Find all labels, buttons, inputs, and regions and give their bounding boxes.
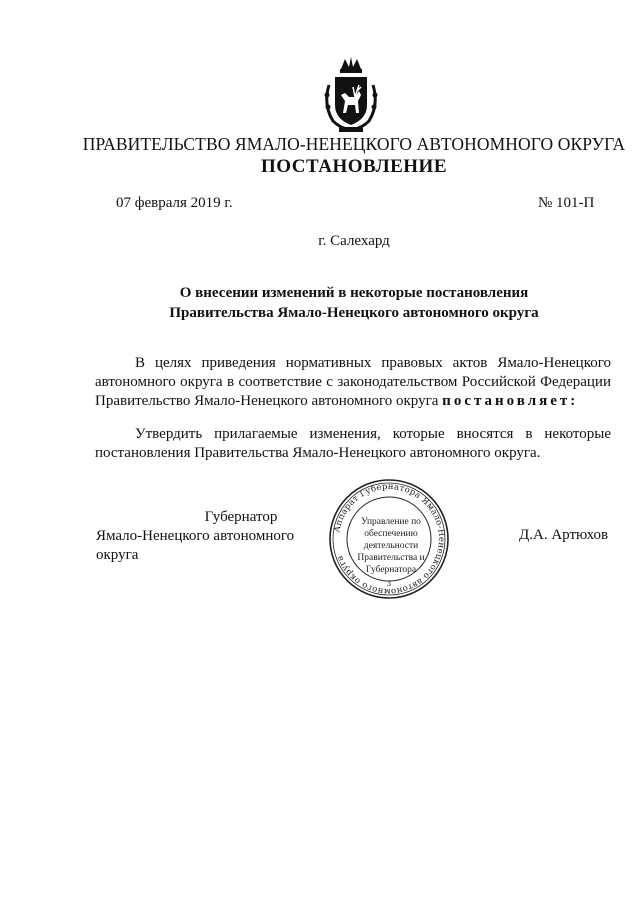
coat-of-arms-icon bbox=[321, 55, 381, 135]
paragraph-1-text: В целях приведения нормативных правовых актов Ямало-Ненецкого автономного округа в соответствие с законодательством Российской Федерации Правительство Ямало-Ненецкого автономного округа bbox=[95, 355, 611, 409]
role-line-2: Ямало-Ненецкого автономного округа bbox=[96, 528, 295, 563]
body-paragraph-1 bbox=[95, 354, 611, 411]
document-city: г. Салехард bbox=[318, 233, 390, 249]
body-paragraph-2 bbox=[95, 425, 611, 463]
decree-keyword: постановляет: bbox=[442, 393, 579, 409]
government-title: ПРАВИТЕЛЬСТВО ЯМАЛО-НЕНЕЦКОГО АВТОНОМНОГО ОКРУГА bbox=[82, 134, 626, 154]
subject-line-1: О внесении изменений в некоторые постановления bbox=[179, 285, 529, 301]
document-type: ПОСТАНОВЛЕНИЕ bbox=[260, 156, 448, 177]
signatory-role bbox=[96, 508, 336, 565]
paragraph-2-text: Утвердить прилагаемые изменения, которые вносятся в некоторые постановления Правительства Ямало-Ненецкого автономного округа. bbox=[95, 426, 611, 461]
seal-number: 3 bbox=[386, 580, 392, 588]
subject-line-2: Правительства Ямало-Ненецкого автономного округа bbox=[169, 305, 539, 321]
document-number: № 101-П bbox=[538, 195, 595, 211]
seal-ring-text: Аппарат Губернатора Ямало-Ненецкого автономного округа bbox=[332, 481, 447, 597]
signatory-name: Д.А. Артюхов bbox=[519, 527, 609, 543]
document-subject bbox=[120, 283, 588, 323]
document-date: 07 февраля 2019 г. bbox=[116, 195, 233, 211]
role-line-1: Губернатор bbox=[204, 509, 278, 525]
seal-center-text: Управление по обеспечению деятельности Правительства и Губернатора bbox=[357, 517, 425, 575]
